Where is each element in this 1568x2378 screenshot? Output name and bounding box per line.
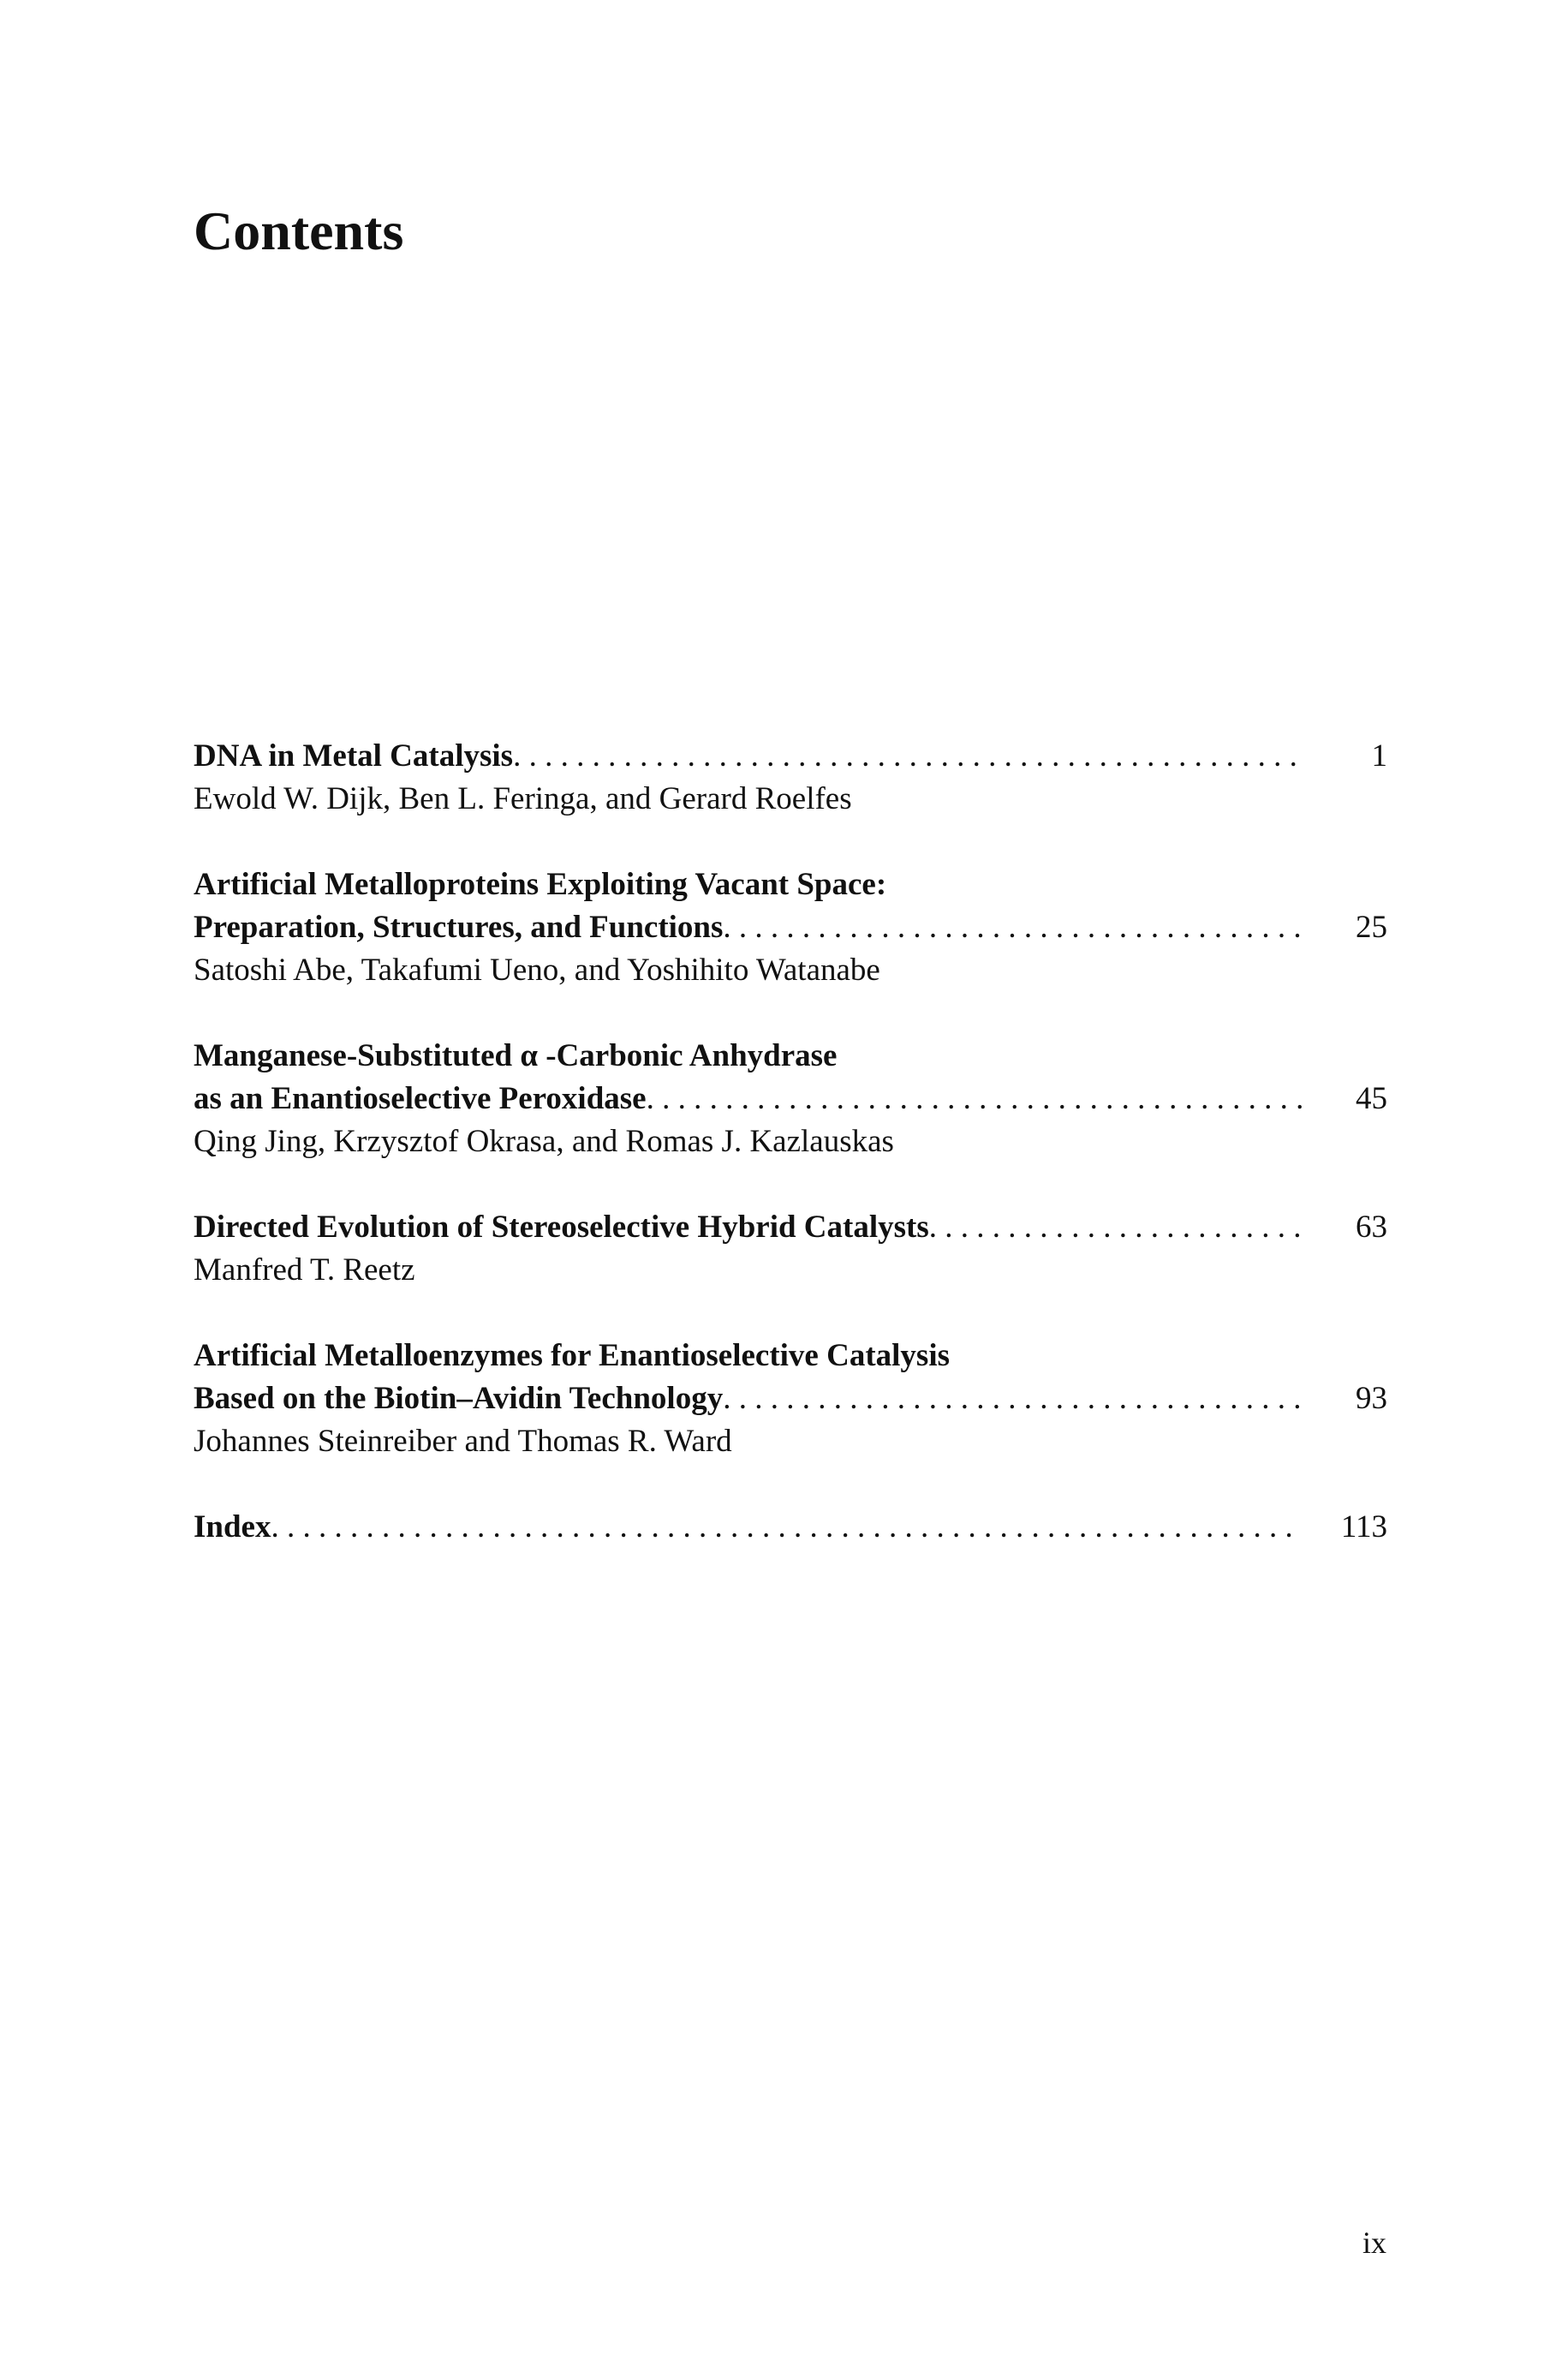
toc-entry-3 — [194, 1035, 1387, 1163]
table-of-contents — [194, 735, 1387, 1592]
toc-entry-title-row — [194, 1506, 1387, 1549]
toc-entry-title: Index — [194, 1509, 271, 1545]
toc-entry-4 — [194, 1206, 1387, 1292]
toc-entry-5 — [194, 1335, 1387, 1463]
toc-entry-authors: Qing Jing, Krzysztof Okrasa, and Romas J. Kazlauskas — [194, 1124, 894, 1159]
toc-page-number: 1 — [1371, 738, 1387, 774]
dot-leader — [513, 735, 1302, 778]
toc-entry-title: Based on the Biotin–Avidin Technology — [194, 1381, 724, 1416]
toc-page-number: 113 — [1340, 1509, 1387, 1545]
toc-entry-title: DNA in Metal Catalysis — [194, 738, 514, 774]
dot-leader — [647, 1078, 1302, 1120]
toc-entry-2 — [194, 863, 1387, 992]
toc-entry-title: Preparation, Structures, and Functions — [194, 910, 724, 945]
dot-leader — [723, 906, 1302, 949]
toc-entry-title-line: Artificial Metalloproteins Exploiting Vacant Space: — [194, 867, 887, 902]
toc-page-number: 63 — [1356, 1210, 1387, 1245]
toc-page-number: 45 — [1356, 1081, 1387, 1116]
toc-entry-title: Directed Evolution of Stereoselective Hybrid Catalysts — [194, 1210, 929, 1245]
toc-entry-title-row — [194, 735, 1387, 778]
dot-leader — [271, 1506, 1302, 1549]
toc-entry-index — [194, 1506, 1387, 1549]
toc-entry-title-row — [194, 1078, 1387, 1120]
toc-entry-title-row — [194, 906, 1387, 949]
toc-entry-authors: Manfred T. Reetz — [194, 1252, 415, 1288]
toc-entry-title-line: Artificial Metalloenzymes for Enantioselective Catalysis — [194, 1338, 950, 1373]
toc-entry-title: as an Enantioselective Peroxidase — [194, 1081, 647, 1116]
page-title: Contents — [194, 200, 404, 261]
toc-entry-title-row — [194, 1206, 1387, 1249]
toc-entry-title-row — [194, 1377, 1387, 1420]
page-folio: ix — [1362, 2226, 1386, 2260]
toc-entry-authors: Johannes Steinreiber and Thomas R. Ward — [194, 1424, 732, 1459]
dot-leader — [723, 1377, 1302, 1420]
toc-page-number: 93 — [1356, 1381, 1387, 1416]
toc-page-number: 25 — [1356, 910, 1387, 945]
toc-entry-authors: Ewold W. Dijk, Ben L. Feringa, and Gerard Roelfes — [194, 781, 852, 816]
toc-entry-1 — [194, 735, 1387, 821]
dot-leader — [929, 1206, 1302, 1249]
toc-entry-title-line: Manganese-Substituted α -Carbonic Anhydrase — [194, 1038, 838, 1073]
toc-entry-authors: Satoshi Abe, Takafumi Ueno, and Yoshihito Watanabe — [194, 953, 880, 988]
